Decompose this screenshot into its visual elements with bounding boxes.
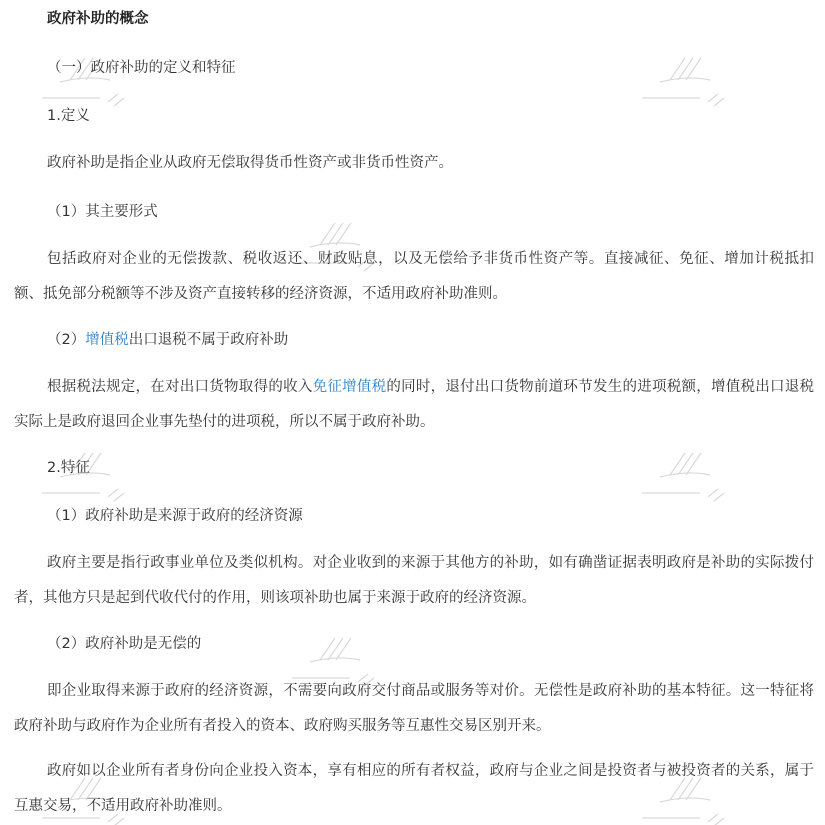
definition-paragraph: 政府补助是指企业从政府无偿取得货币性资产或非货币性资产。 xyxy=(47,155,453,171)
vat-heading-prefix: （2） xyxy=(47,332,86,348)
page-title: 政府补助的概念 xyxy=(47,11,149,27)
feature1-heading: （1）政府补助是来源于政府的经济资源 xyxy=(47,508,303,524)
feature1-paragraph: 政府主要是指行政事业单位及类似机构。对企业收到的来源于其他方的补助，如有确凿证据表明政府是补助的实际拨付者，其他方只是起到代收代付的作用，则该项补助也属于来源于政府的经济资源。 xyxy=(14,555,814,606)
watermark-icon xyxy=(640,445,730,505)
subsection-heading-features: 2.特征 xyxy=(47,460,90,476)
owner-paragraph: 政府如以企业所有者身份向企业投入资本，享有相应的所有者权益，政府与企业之间是投资者与被投资者的关系，属于互惠交易，不适用政府补助准则。 xyxy=(14,763,814,814)
feature2-paragraph: 即企业取得来源于政府的经济资源，不需要向政府交付商品或服务等对价。无偿性是政府补助的基本特征。这一特征将政府补助与政府作为企业所有者投入的资本、政府购买服务等互惠性交易区别开来。 xyxy=(14,683,814,734)
vat-heading xyxy=(47,330,288,350)
vat-link[interactable]: 增值税 xyxy=(85,332,129,348)
vat-paragraph-text-2: 的同时，退付出口货物前道环节发生的进项税额，增值税出口退税实际上是政府退回企业事先垫付的进项税，所以不属于政府补助。 xyxy=(14,379,815,430)
forms-paragraph: 包括政府对企业的无偿拨款、税收返还、财政贴息，以及无偿给予非货币性资产等。直接减征、免征、增加计税抵扣额、抵免部分税额等不涉及资产直接转移的经济资源，不适用政府补助准则。 xyxy=(14,251,814,302)
vat-paragraph xyxy=(14,370,814,440)
feature2-heading: （2）政府补助是无偿的 xyxy=(47,636,202,652)
vat-paragraph-text-1: 根据税法规定，在对出口货物取得的收入 xyxy=(47,379,313,395)
forms-heading: （1）其主要形式 xyxy=(47,204,158,220)
subsection-heading-definition: 1.定义 xyxy=(47,108,90,124)
vat-exemption-link[interactable]: 免征增值税 xyxy=(312,379,387,395)
section-heading: （一）政府补助的定义和特征 xyxy=(47,60,236,76)
vat-heading-suffix: 出口退税不属于政府补助 xyxy=(128,332,289,348)
watermark-icon xyxy=(640,50,730,110)
